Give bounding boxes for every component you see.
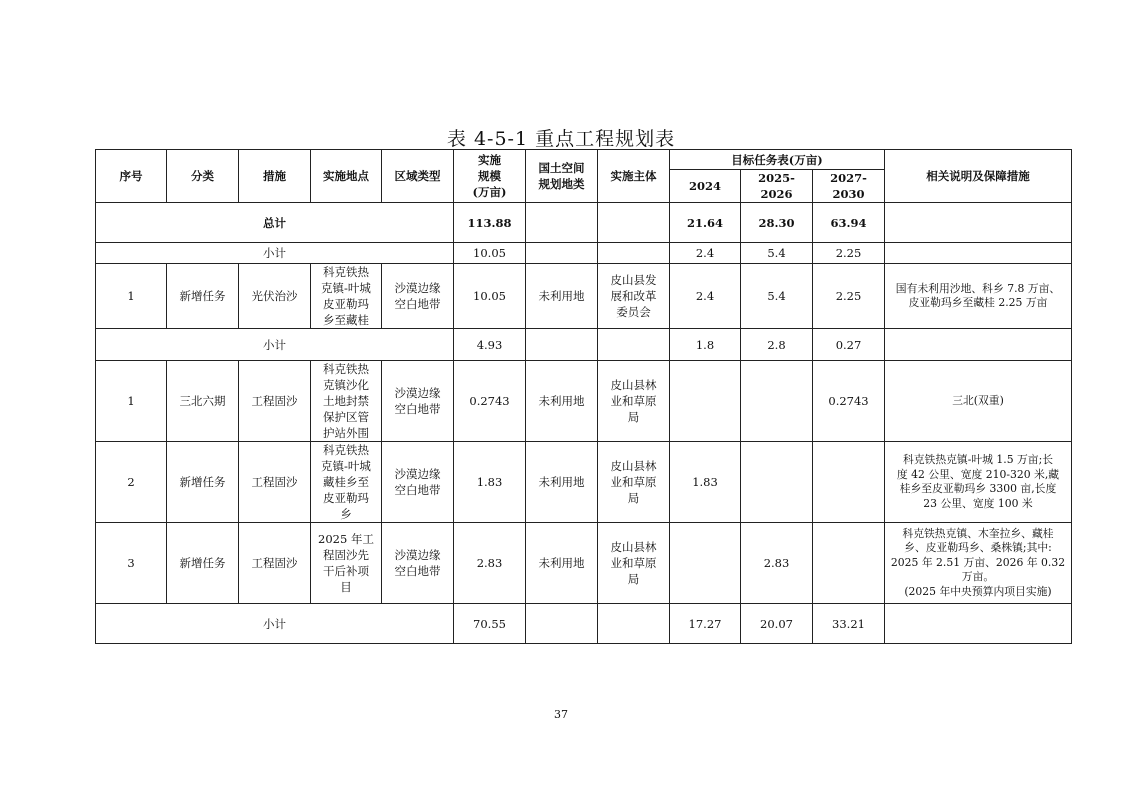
table-row <box>96 264 1072 329</box>
cell-zone: 沙漠边缘 空白地带 <box>382 264 454 329</box>
cell-scale: 10.05 <box>454 264 526 329</box>
cell-land: 未利用地 <box>526 442 598 523</box>
total-label: 总计 <box>96 203 454 243</box>
subtotal-2024: 1.8 <box>670 329 741 361</box>
subtotal-row-3 <box>96 604 1072 644</box>
header-row-1 <box>96 150 1072 170</box>
cell-measure: 光伏治沙 <box>239 264 311 329</box>
subtotal-scale: 70.55 <box>454 604 526 644</box>
cell-scale: 1.83 <box>454 442 526 523</box>
total-2025-2026: 28.30 <box>741 203 813 243</box>
subtotal-label: 小计 <box>96 243 454 264</box>
cell-entity: 皮山县林 业和草原 局 <box>598 523 670 604</box>
subtotal-2027-2030: 33.21 <box>813 604 885 644</box>
header-land: 国土空间 规划地类 <box>526 150 598 203</box>
subtotal-2024: 17.27 <box>670 604 741 644</box>
empty-cell <box>526 203 598 243</box>
empty-cell <box>885 604 1072 644</box>
header-location: 实施地点 <box>311 150 382 203</box>
total-scale: 113.88 <box>454 203 526 243</box>
header-target-group: 目标任务表(万亩) <box>670 150 885 170</box>
cell-entity: 皮山县林 业和草原 局 <box>598 442 670 523</box>
empty-cell <box>526 604 598 644</box>
cell-seq: 3 <box>96 523 167 604</box>
cell-land: 未利用地 <box>526 361 598 442</box>
cell-scale: 2.83 <box>454 523 526 604</box>
cell-location: 2025 年工 程固沙先 干后补项 目 <box>311 523 382 604</box>
subtotal-2024: 2.4 <box>670 243 741 264</box>
cell-seq: 1 <box>96 361 167 442</box>
cell-zone: 沙漠边缘 空白地带 <box>382 442 454 523</box>
subtotal-row-1 <box>96 243 1072 264</box>
empty-cell <box>526 329 598 361</box>
header-scale: 实施 规模 (万亩) <box>454 150 526 203</box>
subtotal-row-2 <box>96 329 1072 361</box>
subtotal-2027-2030: 2.25 <box>813 243 885 264</box>
subtotal-2025-2026: 2.8 <box>741 329 813 361</box>
cell-measure: 工程固沙 <box>239 523 311 604</box>
cell-land: 未利用地 <box>526 264 598 329</box>
cell-2025-2026 <box>741 442 813 523</box>
cell-category: 三北六期 <box>167 361 239 442</box>
cell-notes: 科克铁热克镇、木奎拉乡、藏桂 乡、皮亚勒玛乡、桑株镇;其中: 2025 年 2.51 万亩、2026 年 0.32 万亩。 (2025 年中央预算内项目实施) <box>885 523 1072 604</box>
header-seq: 序号 <box>96 150 167 203</box>
empty-cell <box>598 329 670 361</box>
header-zone: 区域类型 <box>382 150 454 203</box>
cell-scale: 0.2743 <box>454 361 526 442</box>
header-entity: 实施主体 <box>598 150 670 203</box>
header-category: 分类 <box>167 150 239 203</box>
page-number: 37 <box>554 708 568 721</box>
cell-2024: 2.4 <box>670 264 741 329</box>
key-project-table <box>95 149 1072 644</box>
cell-zone: 沙漠边缘 空白地带 <box>382 361 454 442</box>
subtotal-scale: 4.93 <box>454 329 526 361</box>
empty-cell <box>598 604 670 644</box>
cell-location: 科克铁热 克镇-叶城 皮亚勒玛 乡至藏桂 <box>311 264 382 329</box>
header-2024: 2024 <box>670 170 741 203</box>
table-row <box>96 442 1072 523</box>
subtotal-label: 小计 <box>96 604 454 644</box>
cell-category: 新增任务 <box>167 523 239 604</box>
cell-location: 科克铁热 克镇沙化 土地封禁 保护区管 护站外围 <box>311 361 382 442</box>
empty-cell <box>885 203 1072 243</box>
cell-2027-2030 <box>813 442 885 523</box>
cell-land: 未利用地 <box>526 523 598 604</box>
empty-cell <box>526 243 598 264</box>
total-2027-2030: 63.94 <box>813 203 885 243</box>
cell-2025-2026: 2.83 <box>741 523 813 604</box>
cell-measure: 工程固沙 <box>239 442 311 523</box>
empty-cell <box>885 329 1072 361</box>
cell-2027-2030 <box>813 523 885 604</box>
cell-2027-2030: 0.2743 <box>813 361 885 442</box>
total-row <box>96 203 1072 243</box>
header-2027-2030: 2027-2030 <box>813 170 885 203</box>
cell-seq: 2 <box>96 442 167 523</box>
subtotal-scale: 10.05 <box>454 243 526 264</box>
table-title: 表 4-5-1 重点工程规划表 <box>446 128 676 150</box>
empty-cell <box>598 243 670 264</box>
cell-notes: 科克铁热克镇-叶城 1.5 万亩;长 度 42 公里、宽度 210-320 米,藏 桂乡至皮亚勒玛乡 3300 亩,长度 23 公里、宽度 100 米 <box>885 442 1072 523</box>
cell-entity: 皮山县林 业和草原 局 <box>598 361 670 442</box>
cell-location: 科克铁热 克镇-叶城 藏桂乡至 皮亚勒玛 乡 <box>311 442 382 523</box>
cell-entity: 皮山县发 展和改革 委员会 <box>598 264 670 329</box>
cell-measure: 工程固沙 <box>239 361 311 442</box>
header-measure: 措施 <box>239 150 311 203</box>
subtotal-2025-2026: 5.4 <box>741 243 813 264</box>
subtotal-label: 小计 <box>96 329 454 361</box>
cell-2024: 1.83 <box>670 442 741 523</box>
subtotal-2027-2030: 0.27 <box>813 329 885 361</box>
cell-notes: 三北(双重) <box>885 361 1072 442</box>
cell-notes: 国有未利用沙地、科乡 7.8 万亩、 皮亚勒玛乡至藏桂 2.25 万亩 <box>885 264 1072 329</box>
empty-cell <box>885 243 1072 264</box>
cell-2024 <box>670 523 741 604</box>
table-row <box>96 523 1072 604</box>
subtotal-2025-2026: 20.07 <box>741 604 813 644</box>
cell-zone: 沙漠边缘 空白地带 <box>382 523 454 604</box>
cell-category: 新增任务 <box>167 264 239 329</box>
cell-2027-2030: 2.25 <box>813 264 885 329</box>
header-2025-2026: 2025-2026 <box>741 170 813 203</box>
cell-2025-2026 <box>741 361 813 442</box>
cell-seq: 1 <box>96 264 167 329</box>
total-2024: 21.64 <box>670 203 741 243</box>
cell-2025-2026: 5.4 <box>741 264 813 329</box>
cell-category: 新增任务 <box>167 442 239 523</box>
table-row <box>96 361 1072 442</box>
header-notes: 相关说明及保障措施 <box>885 150 1072 203</box>
cell-2024 <box>670 361 741 442</box>
empty-cell <box>598 203 670 243</box>
